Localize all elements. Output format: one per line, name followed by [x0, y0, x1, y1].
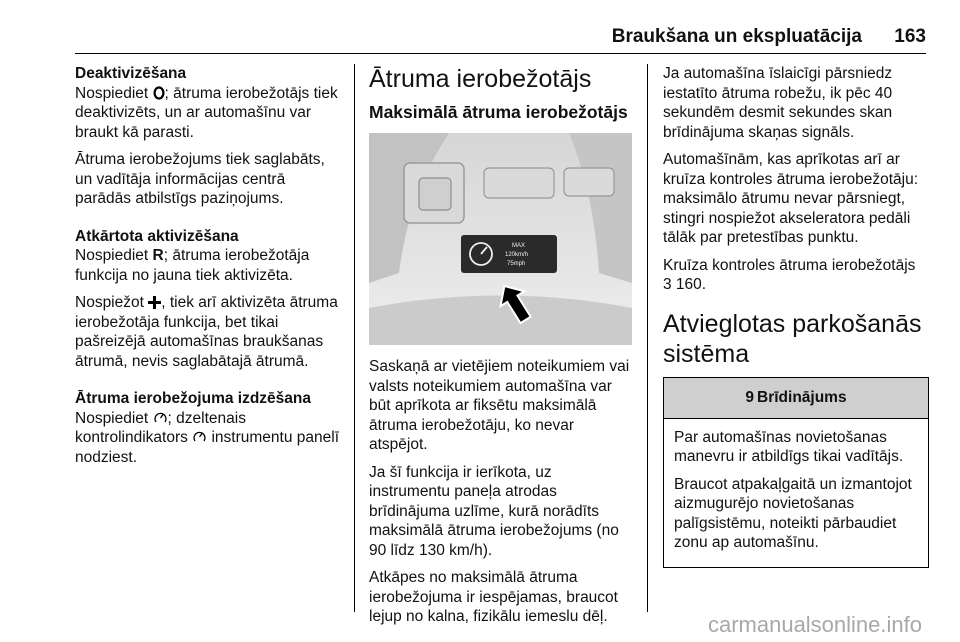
sticker-paragraph: Ja šī funkcija ir ierīkota, uz instrumentu paneļa atrodas brīdinājuma uzlīme, kurā norādīts maksimālā ātruma ierobežojums (no 90 līdz 130 km/h). — [369, 463, 619, 559]
deactivation-saved-paragraph: Ātruma ierobežojums tiek saglabāts, un vadītāja informācijas centrā parādās atbilstīgs paziņojums. — [75, 151, 325, 207]
watermark: carmanualsonline.info — [707, 612, 922, 637]
downhill-paragraph: Atkāpes no maksimālā ātruma ierobežojuma ir iespējamas, braucot lejup no kalna, fizikālu iemeslu dēļ. — [369, 569, 618, 625]
regulation-paragraph: Saskaņā ar vietējiem noteikumiem vai valsts noteikumiem automašīna var būt aprīkota ar fiksētu maksimālā ātruma ierobežotāju, ko nevar atspējot. — [369, 358, 630, 453]
warning-paragraph: Braucot atpakaļgaitā un izmantojot aizmugurējo novietošanas palīgsistēmu, noteikti pārbaudiet zonu ap automašīnu. — [674, 475, 912, 551]
reactivation-plus-paragraph: Nospiežot , tiek arī aktivizēta ātruma ierobežotāja funkcija, bet tikai pašreizējā automašīnas braukšanas ātrumā, nevis saglabātajā ātrumā. — [75, 294, 338, 370]
dashboard-sticker-photo — [369, 133, 632, 345]
section-title-parking-assist: Atvieglotas parkošanās sistēma — [663, 309, 922, 368]
reactivation-heading: Atkārtota aktivizēšana — [75, 227, 239, 245]
subsection-title-max-speed: Maksimālā ātruma ierobežotājs — [369, 102, 628, 122]
cross-reference-arrow-icon: 3 — [663, 276, 672, 293]
speed-limiter-icon — [192, 430, 207, 444]
deactivation-heading: Deaktivizēšana — [75, 65, 187, 82]
column-divider — [647, 64, 648, 612]
off-circle-icon — [153, 86, 165, 100]
overspeed-warning-paragraph: Ja automašīna īslaicīgi pārsniedz iestatīto ātruma robežu, ik pēc 40 sekundēm desmit sekundes skan brīdinājuma skaņas signāls. — [663, 65, 893, 141]
warning-paragraph: Par automašīnas novietošanas manevru ir atbildīgs tikai vadītājs. — [674, 428, 904, 465]
plus-icon — [148, 296, 161, 309]
page-number: 163 — [894, 26, 926, 47]
section-title-speed-limiter: Ātruma ierobežotājs — [369, 65, 592, 93]
column-left — [75, 64, 343, 475]
dashboard-illustration — [369, 133, 632, 345]
header-title: Braukšana un ekspluatācija — [611, 26, 862, 47]
column-divider — [354, 64, 355, 612]
sticker-mph-label: 75mph — [507, 261, 526, 267]
resume-key: R — [152, 247, 164, 264]
deactivation-paragraph: Nospiediet ; ātruma ierobežotājs tiek deaktivizēts, un ar automašīnu var braukt kā parasti. — [75, 84, 338, 141]
header-rule — [75, 53, 926, 54]
cross-reference-page: 160. — [671, 276, 707, 293]
reactivation-paragraph: Nospiediet R; ātruma ierobežotāja funkcija no jauna tiek aktivizēta. — [75, 247, 310, 284]
warning-box — [663, 377, 929, 568]
speed-limiter-icon — [153, 411, 168, 425]
deletion-heading: Ātruma ierobežojuma izdzēšana — [75, 390, 312, 407]
cruise-control-paragraph: Automašīnām, kas aprīkotas arī ar kruīza kontroles ātruma ierobežotāju: maksimālo ātrumu nevar pārsniegt, stingri nospiežot akseleratora pedāli tālāk par pretestības punktu. — [663, 151, 919, 246]
sticker-kmh-label: 120km/h — [505, 252, 529, 258]
warning-header — [664, 378, 928, 419]
warning-title: Brīdinājums — [757, 388, 847, 406]
warning-triangle-icon: 9 — [745, 388, 755, 406]
deletion-paragraph: Nospiediet ; dzeltenais kontrolindikators instrumentu panelī nodziest. — [75, 409, 339, 466]
cross-reference-paragraph: Kruīza kontroles ātruma ierobežotājs 3 160. — [663, 256, 916, 293]
warning-body — [664, 419, 928, 567]
column-middle — [369, 64, 634, 635]
column-right — [663, 64, 929, 568]
sticker-max-label: MAX — [512, 243, 526, 249]
